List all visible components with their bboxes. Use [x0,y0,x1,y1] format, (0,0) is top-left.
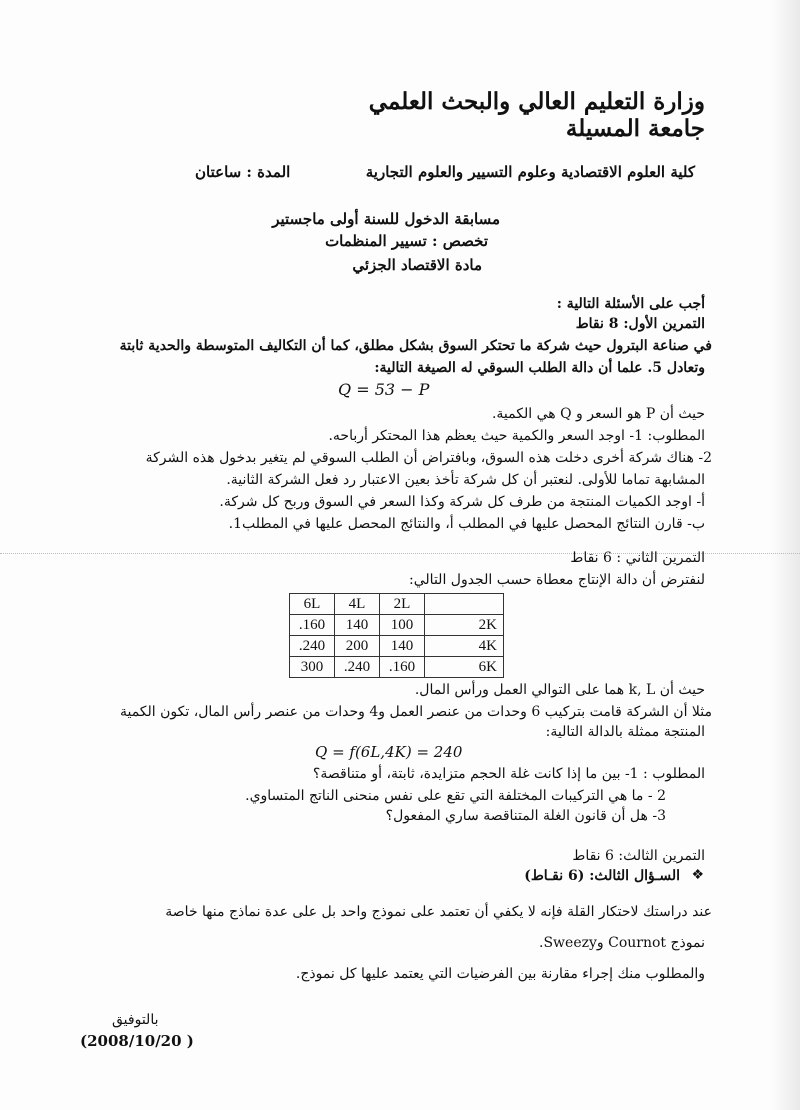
faculty-label: كلية العلوم الاقتصادية وعلوم التسيير والعلوم التجارية [365,163,695,181]
table-cell: 200 [335,636,380,657]
table-cell: 100 [380,615,425,636]
table-header-cell: 6L [290,594,335,615]
ex1-title: التمرين الأول: 8 نقاط [575,316,705,332]
table-header-cell: 2L [380,594,425,615]
duration-label: المدة : ساعتان [195,163,291,181]
ex3-text-line2: نموذج Cournot وSweezy. [539,935,705,951]
ex3-title: التمرين الثالث: 6 نقاط [572,848,705,864]
ex1-req1: المطلوب: 1- اوجد السعر والكمية حيث يعظم هذا المحتكر أرباحه. [328,428,705,444]
table-row [290,657,504,678]
page-edge-shadow [770,0,800,1110]
ex2-production-formula: Q = f(6L,4K) = 240 [315,743,463,761]
table-row-header: 4K [425,636,504,657]
ex2-example-line2: المنتجة ممثلة بالدالة التالية: [545,724,705,740]
university-heading: جامعة المسيلة [565,115,705,142]
exam-date: (2008/10/20 ) [80,1032,194,1050]
production-table [289,593,504,678]
ex2-req3: 3- هل أن قانون الغلة المتناقصة ساري المفعول؟ [385,808,666,824]
table-row-header: 6K [425,657,504,678]
ex2-where: حيث أن k, L هما على التوالي العمل ورأس المال. [414,682,705,698]
ex2-req1: المطلوب : 1- بين ما إذا كانت غلة الحجم متزايدة، ثابتة، أو متناقصة؟ [312,766,705,782]
table-cell: .240 [290,636,335,657]
diamond-bullet-icon: ❖ [691,867,704,883]
ex1-req2-line2: المشابهة تماما للأولى. لنعتبر أن كل شركة تأخذ بعين الاعتبار رد فعل الشركة الثانية. [226,472,705,488]
table-cell: .240 [335,657,380,678]
table-cell: .160 [380,657,425,678]
table-row-header: 2K [425,615,504,636]
closing-greeting: بالتوفيق [112,1012,159,1028]
ex2-title: التمرين الثاني : 6 نقاط [570,550,705,566]
table-header-row [290,594,504,615]
table-row [290,636,504,657]
ex1-req2-line1: 2- هناك شركة أخرى دخلت هذه السوق، وبافتراض أن الطلب السوقي لم يتغير بدخول هذه الشركة [145,450,712,466]
table-cell: 140 [380,636,425,657]
table-header-cell [425,594,504,615]
ex2-req2: 2 - ما هي التركيبات المختلفة التي تقع على نفس منحنى الناتج المتساوي. [245,788,666,804]
specialization-label: تخصص : تسيير المنظمات [325,232,488,250]
ex3-question-title: السـؤال الثالث: (6 نقـاط) [524,868,680,884]
ex1-where: حيث أن P هو السعر و Q هي الكمية. [491,406,705,422]
exam-title: مسابقة الدخول للسنة أولى ماجستير [272,210,500,228]
ex1-text-line1: في صناعة البترول حيث شركة ما تحتكر السوق بشكل مطلق، كما أن التكاليف المتوسطة والحدية ثابتة [119,338,712,354]
table-cell: 140 [335,615,380,636]
ex3-text-line3: والمطلوب منك إجراء مقارنة بين الفرضيات التي يعتمد عليها كل نموذج. [295,966,705,982]
ex1-req-a: أ- اوجد الكميات المنتجة من طرف كل شركة وكذا السعر في السوق وربح كل شركة. [219,494,705,510]
ex1-req-b: ب- قارن النتائج المحصل عليها في المطلب أ، والنتائج المحصل عليها في المطلب1. [228,516,705,532]
ex1-text-line2: وتعادل 5. علما أن دالة الطلب السوقي له الصيغة التالية: [374,360,705,376]
instructions: أجب على الأسئلة التالية : [556,296,705,312]
table-row [290,615,504,636]
table-header-cell: 4L [335,594,380,615]
subject-label: مادة الاقتصاد الجزئي [352,256,482,274]
ex2-intro: لنفترض أن دالة الإنتاج معطاة حسب الجدول التالي: [409,572,705,588]
ministry-heading: وزارة التعليم العالي والبحث العلمي [368,88,705,115]
ex3-text-line1: عند دراستك لاحتكار القلة فإنه لا يكفي أن تعتمد على نموذج واحد بل على عدة نماذج منها خاصة [165,904,712,920]
table-cell: 300 [290,657,335,678]
ex1-demand-formula: Q = 53 − P [338,380,430,399]
table-cell: .160 [290,615,335,636]
ex2-example-line1: مثلا أن الشركة قامت بتركيب 6 وحدات من عنصر العمل و4 وحدات من عنصر رأس المال، تكون الكمية [119,704,712,720]
